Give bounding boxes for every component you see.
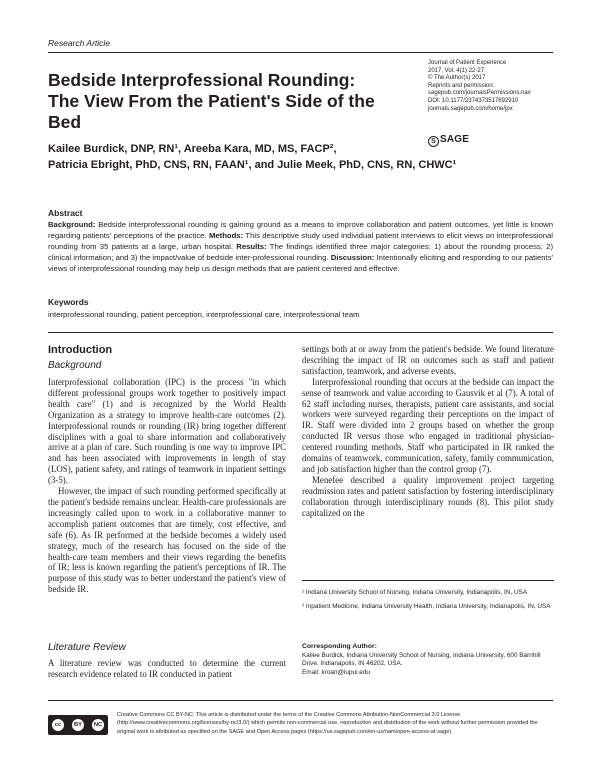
keywords-text: interprofessional rounding, patient perception, interprofessional care, interprofessional team [48, 310, 360, 319]
top-divider [48, 52, 553, 53]
nc-icon: NC [92, 719, 104, 731]
publisher-name: SAGE [440, 134, 470, 145]
intro-paragraph-2: However, the impact of such rounding performed specifically at the patient's bedside remains unclear. Health-care professionals are increasingly called upon to work in a collaborative manner to accomplish patient outcomes that are timely, cost effective, and safe (6). As IR performed at the bedside becomes a widely used strategy, much of the research has focused on the side of the health-care team members and their views regarding the benefits of IR; less is known regarding the patient's perceptions of IR. The purpose of this study was to better understand the patient's view of bedside IR. [48, 486, 286, 595]
column-2-text [302, 344, 554, 519]
background-label: Background: [48, 219, 96, 229]
methods-text: This descriptive study used individual patient interviews to elicit views on interprofessional rounding from 35 patients at a large, urban hospital. [48, 230, 554, 251]
journal-meta [428, 60, 558, 113]
keywords [48, 297, 553, 320]
authors-line-2: Patricia Ebright, PhD, CNS, RN, FAAN¹, and Julie Meek, PhD, CNS, RN, CHWC¹ [48, 159, 457, 171]
col2-paragraph-2: Interprofessional rounding that occurs at the bedside can impact the sense of teamwork and value according to Gausvik et al (7). A total of 62 staff including nurses, therapists, patient care assistants, and social workers were surveyed regarding their perceptions on the impact of IR. Staff were divided into 2 groups based on whether the group conducted IR versus those who engaged in traditional physician-centered rounding methods. Staff who participated in IR ranked the domains of teamwork, communication, safety, family communication, and job satisfaction higher than the control group (7). [302, 376, 554, 474]
affiliation-2: ² Inpatient Medicine, Indiana University Health, Indiana University, Indianapolis, IN, USA [302, 602, 551, 610]
journal-name: Journal of Patient Experience [428, 60, 507, 66]
sage-circle-icon: S [428, 136, 439, 147]
affiliation-1: ¹ Indiana University School of Nursing, Indiana University, Indianapolis, IN, USA [302, 589, 528, 596]
corresponding-author [302, 643, 554, 677]
corresponding-email[interactable]: Email: kroan@iupui.edu [302, 668, 370, 676]
col2-paragraph-1: settings both at or away from the patient's bedside. We found literature describing the impact of IR on outcomes such as staff and patient satisfaction, teamwork, and adverse events. [302, 344, 554, 376]
journal-volume: 2017, Vol. 4(1) 22-27 [428, 67, 485, 74]
intro-paragraph-1: Interprofessional collaboration (IPC) is the process "in which different professional groups work together to positively impact health care" (1) and is recognized by the World Health Organization as a strategy to improve health-care outcomes (2). Interprofessional rounds or rounding (IR) bring together different disciplines with a goal to share information and collaboratively arrive at a plan of care. Such rounding is one way to improve IPC and has been associated with improvements in length of stay (LOS), patient safety, and ratings of teamwork in inpatient settings (3-5). [48, 377, 286, 486]
license-divider [48, 700, 553, 701]
reprints-label: Reprints and permission: [428, 82, 495, 89]
lit-paragraph-1: A literature review was conducted to determine the current research evidence related to IR conducted in patient [48, 658, 286, 679]
copyright: © The Author(s) 2017 [428, 75, 486, 82]
doi-link[interactable]: DOI: 10.1177/2374373517692910 [428, 97, 519, 104]
background-subheading: Background [48, 360, 102, 371]
abstract [48, 208, 553, 274]
col2-paragraph-3: Menefee described a quality improvement project targeting readmission rates and patient satisfaction by fostering interdisciplinary collaboration through interdisciplinary rounds (8). This pilot study capitalized on the [302, 474, 554, 518]
abstract-body [48, 220, 553, 275]
discussion-text: Intentionally eliciting and responding to our patients' views of interprofessional rounding may help us design methods that are patient centered and effective. [48, 252, 554, 273]
results-text: The findings identified three major categories: 1) about the rounding process; 2) clinical information; and 3) the impact/value of bedside inter-professional rounding. [48, 241, 554, 262]
introduction-heading: Introduction [48, 344, 113, 356]
methods-label: Methods: [208, 230, 244, 240]
background-text: Bedside interprofessional rounding is gaining ground as a means to improve collaboration and patient outcomes, yet little is known regarding patients' perceptions of the practice. [48, 219, 554, 240]
cc-icon: cc [52, 719, 64, 731]
by-icon: BY [72, 719, 84, 731]
literature-review-subheading: Literature Review [48, 642, 126, 653]
title-line-2: The View From the Patient's Side of the Bed [48, 91, 375, 132]
license-text: Creative Commons CC BY-NC: This article is distributed under the terms of the Creative Commons Attribution-NonCommercial 3.0 License (http://www.creativecommons.org/licenses/by-nc/3.0/) which permits non-commercial use, reproduction and distribution of the work without further permission provided the original work is attributed as specified on the SAGE and Open Access pages (https://us.sagepub.com/en-us/nam/open-access-at-sage). [117, 712, 538, 735]
keywords-heading: Keywords [48, 297, 89, 307]
authors-line-1: Kailee Burdick, DNP, RN¹, Areeba Kara, MD, MS, FACP², [48, 143, 337, 155]
corresponding-address: Kailee Burdick, Indiana University School of Nursing, Indiana University, 600 Barnhill Drive, Indianapolis, IN 46202, USA. [302, 651, 541, 668]
corresponding-heading: Corresponding Author: [302, 643, 377, 650]
article-type: Research Article [48, 38, 111, 48]
permissions-link[interactable]: sagepub.com/journalsPermissions.nav [428, 90, 531, 97]
column-1-text [48, 377, 286, 595]
discussion-label: Discussion: [330, 252, 375, 262]
affiliations [302, 589, 554, 616]
results-label: Results: [236, 241, 267, 251]
abstract-divider [48, 332, 553, 333]
footnote-divider [302, 580, 554, 581]
article-title [48, 70, 408, 133]
journal-home-link[interactable]: journals.sagepub.com/home/jpx [428, 105, 513, 112]
title-line-1: Bedside Interprofessional Rounding: [48, 70, 356, 90]
cc-license-badge[interactable] [48, 715, 108, 735]
author-list [48, 141, 548, 173]
literature-review-text [48, 658, 286, 680]
abstract-heading: Abstract [48, 208, 83, 218]
